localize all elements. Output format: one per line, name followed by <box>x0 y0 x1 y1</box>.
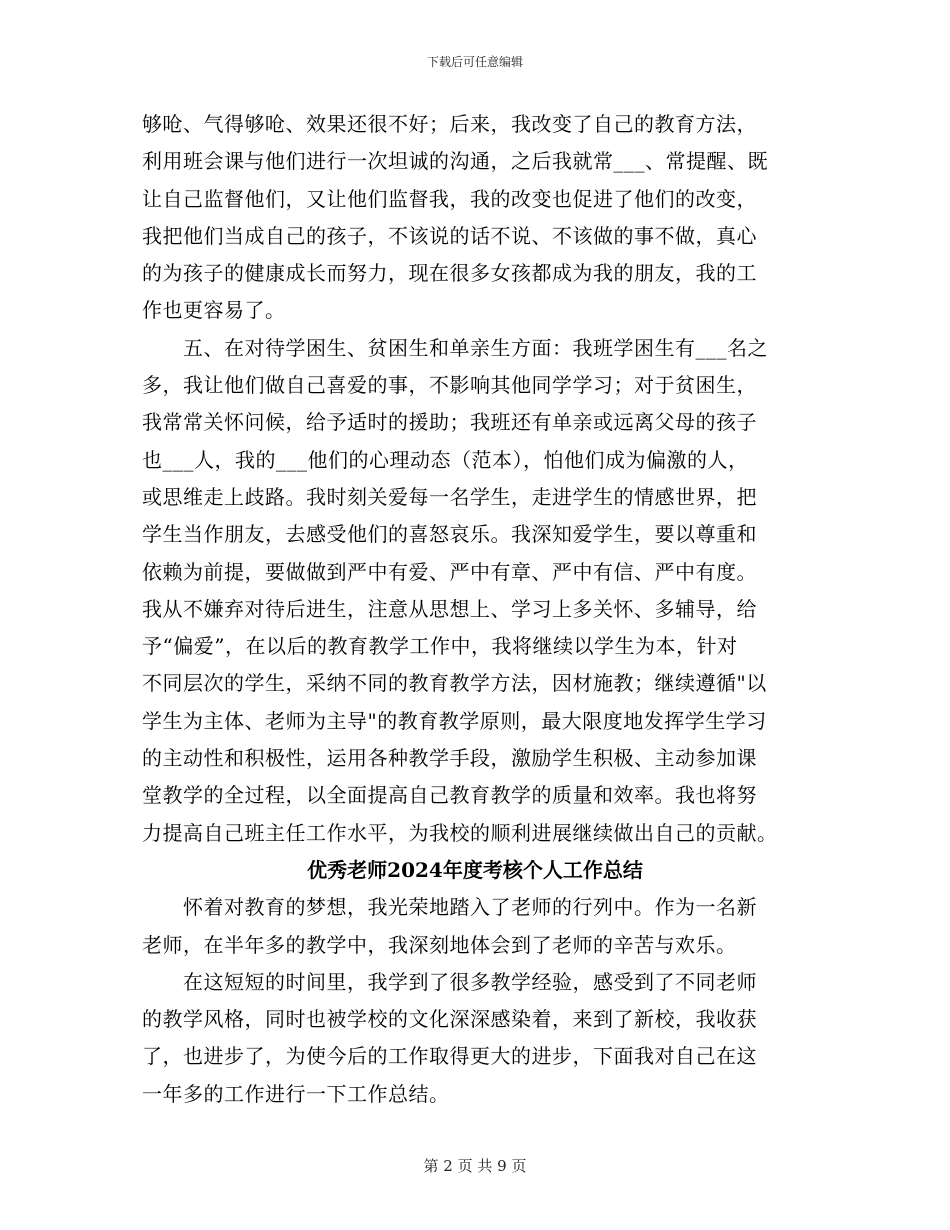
section-line: 老师，在半年多的教学中，我深刻地体会到了老师的辛苦与欢乐。 <box>142 932 737 957</box>
body-line: 力提高自己班主任工作水平，为我校的顺利进展继续做出自己的贡献。 <box>142 820 778 845</box>
body-line: 我把他们当成自己的孩子，不该说的话不说、不该做的事不做，真心 <box>142 223 757 248</box>
page-header-note: 下载后可任意编辑 <box>426 55 523 69</box>
section-line: 一年多的工作进行一下工作总结。 <box>142 1081 450 1106</box>
body-line: 的为孩子的健康成长而努力，现在很多女孩都成为我的朋友，我的工 <box>142 261 757 286</box>
body-line: 利用班会课与他们进行一次坦诚的沟通，之后我就常___、常提醒、既 <box>142 149 768 174</box>
section-line: 在这短短的时间里，我学到了很多教学经验，感受到了不同老师 <box>142 969 757 994</box>
body-line: 堂教学的全过程，以全面提高自己教育教学的质量和效率。我也将努 <box>142 783 757 808</box>
body-line: 五、在对待学困生、贫困生和单亲生方面：我班学困生有___名之 <box>142 335 768 360</box>
body-line: 够呛、气得够呛、效果还很不好；后来，我改变了自己的教育方法， <box>142 112 757 136</box>
body-line: 或思维走上歧路。我时刻关爱每一名学生，走进学生的情感世界，把 <box>142 484 757 509</box>
body-line: 让自己监督他们，又让他们监督我，我的改变也促进了他们的改变， <box>142 186 757 211</box>
page-number: 第 2 页 共 9 页 <box>423 1157 527 1175</box>
section-title: 优秀老师2024年度考核个人工作总结 <box>307 857 643 882</box>
body-line: 多，我让他们做自己喜爱的事，不影响其他同学学习；对于贫困生， <box>142 373 757 398</box>
body-line: 依赖为前提，要做做到严中有爱、严中有章、严中有信、严中有度。 <box>142 559 757 584</box>
body-line: 不同层次的学生，采纳不同的教育教学方法，因材施教；继续遵循"以 <box>142 671 767 696</box>
document-body <box>142 106 808 1113</box>
body-line: 也___人，我的___他们的心理动态（范本），怕他们成为偏激的人， <box>142 447 749 472</box>
body-line: 学生为主体、老师为主导"的教育教学原则，最大限度地发挥学生学习 <box>142 708 767 733</box>
body-line: 我从不嫌弃对待后进生，注意从思想上、学习上多关怀、多辅导，给 <box>142 596 757 621</box>
body-line: 作也更容易了。 <box>142 298 286 323</box>
section-line: 怀着对教育的梦想，我光荣地踏入了老师的行列中。作为一名新 <box>142 895 757 920</box>
body-line: 我常常关怀问候，给予适时的援助；我班还有单亲或远离父母的孩子 <box>142 410 757 435</box>
body-line: 予“偏爱”，在以后的教育教学工作中，我将继续以学生为本，针对 <box>142 634 738 659</box>
section-line: 的教学风格，同时也被学校的文化深深感染着，来到了新校，我收获 <box>142 1007 757 1032</box>
body-line: 学生当作朋友，去感受他们的喜怒哀乐。我深知爱学生，要以尊重和 <box>142 522 757 547</box>
section-line: 了，也进步了，为使今后的工作取得更大的进步，下面我对自己在这 <box>142 1044 757 1069</box>
body-line: 的主动性和积极性，运用各种教学手段，激励学生积极、主动参加课 <box>142 746 757 771</box>
